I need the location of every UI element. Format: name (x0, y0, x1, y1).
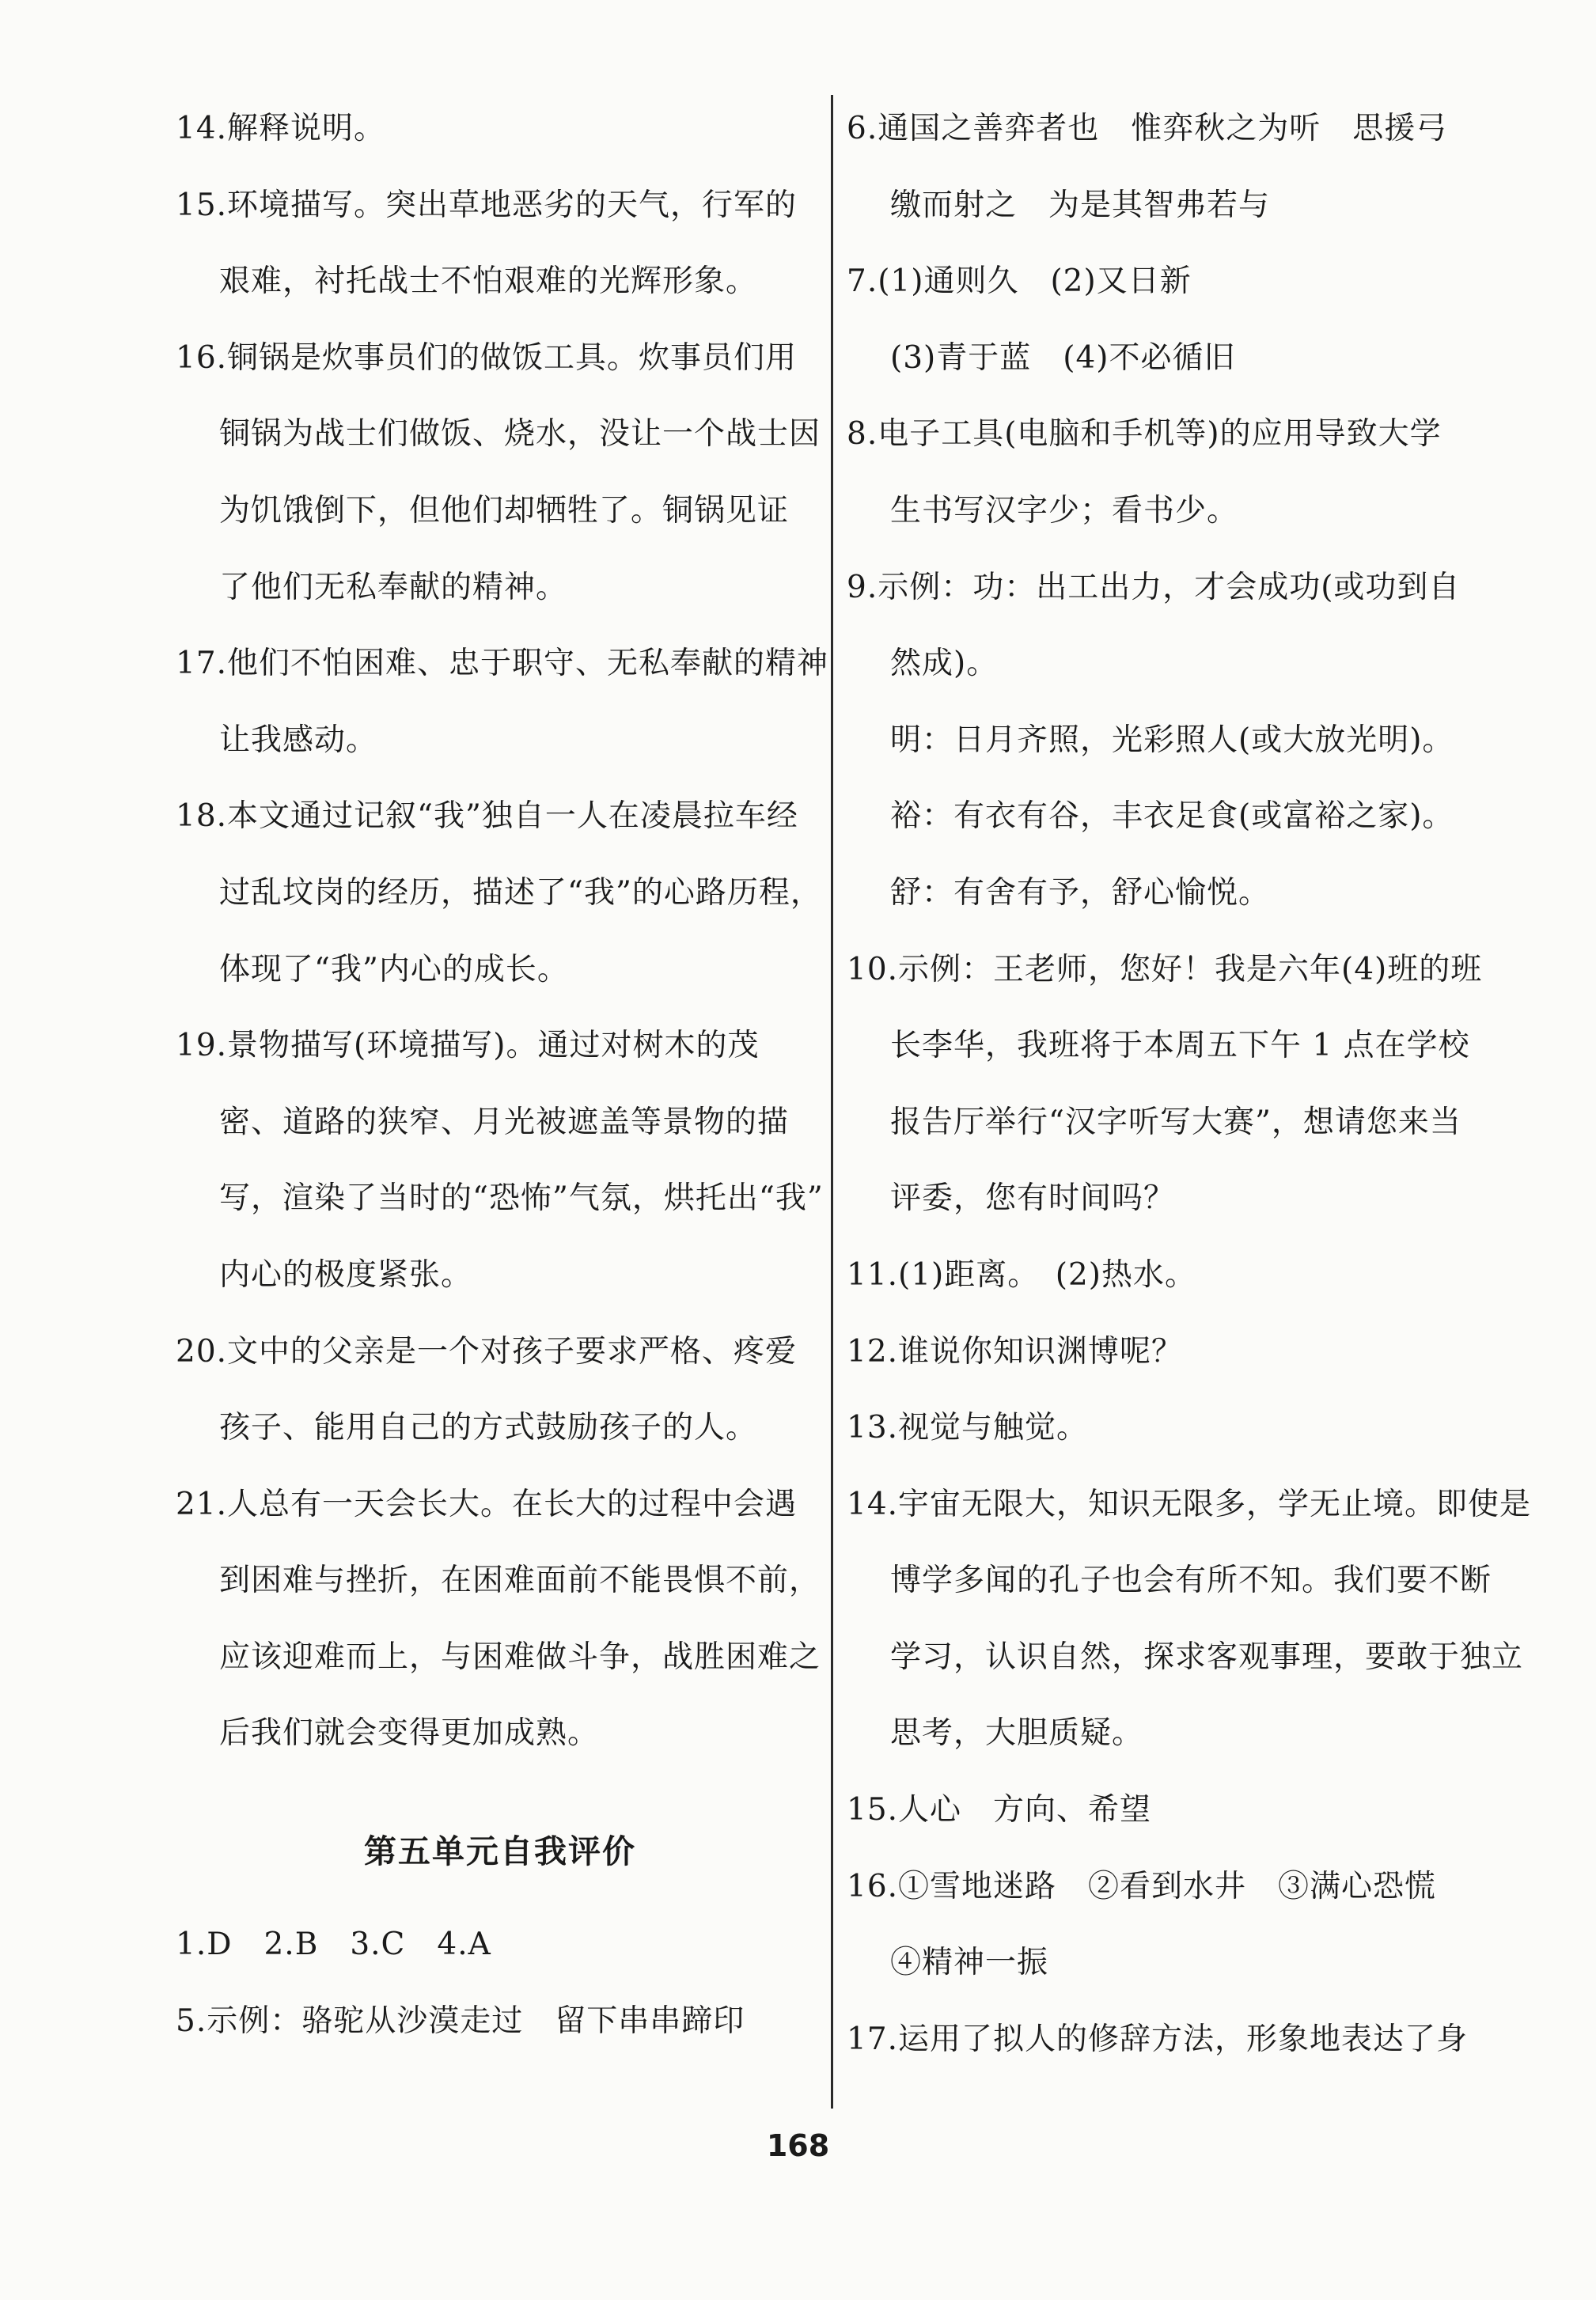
answer-line: 裕：有衣有谷，丰衣足食(或富裕之家)。 (890, 798, 1454, 835)
answer-line: 孩子、能用自己的方式鼓励孩子的人。 (219, 1410, 758, 1446)
answer-line: 评委，您有时间吗？ (890, 1180, 1176, 1217)
answer-line: 16.铜锅是炊事员们的做饭工具。炊事员们用 (176, 339, 798, 376)
answer-line: 为饥饿倒下，但他们却牺牲了。铜锅见证 (219, 492, 790, 529)
answer-line: 13.视觉与触觉。 (847, 1410, 1089, 1446)
answer-line: 14.宇宙无限大，知识无限多，学无止境。即使是 (847, 1486, 1532, 1522)
answer-line: 博学多闻的孔子也会有所不知。我们要不断 (890, 1563, 1492, 1599)
answer-line: 后我们就会变得更加成熟。 (219, 1715, 600, 1752)
answer-line: ④精神一振 (890, 1945, 1049, 1981)
answer-line: 11.(1)距离。 (2)热水。 (847, 1256, 1197, 1293)
answer-line: 17.他们不怕困难、忠于职守、无私奉献的精神 (176, 646, 829, 682)
answer-line: 缴而射之 为是其智弗若与 (890, 187, 1271, 223)
answer-line: 学习，认识自然，探求客观事理，要敢于独立 (890, 1639, 1524, 1675)
answer-line: 20.文中的父亲是一个对孩子要求严格、疼爱 (176, 1333, 798, 1370)
answer-line: 过乱坟岗的经历，描述了“我”的心路历程， (219, 874, 822, 911)
answer-line: 16.①雪地迷路 ②看到水井 ③满心恐慌 (847, 1868, 1437, 1904)
answer-line: 15.环境描写。突出草地恶劣的天气，行军的 (176, 187, 798, 223)
left-answers-top (176, 91, 829, 1772)
answer-line: 密、道路的狭窄、月光被遮盖等景物的描 (219, 1104, 790, 1140)
answer-line: 12.谁说你知识渊博呢？ (847, 1333, 1184, 1370)
answer-line: 应该迎难而上，与困难做斗争，战胜困难之 (219, 1639, 821, 1675)
answer-line: 明：日月齐照，光彩照人(或大放光明)。 (890, 722, 1454, 758)
page-number: 168 (766, 2128, 830, 2163)
section-title: 第五单元自我评价 (364, 1832, 636, 1871)
answer-line: 15.人心 方向、希望 (847, 1792, 1152, 1828)
left-column (176, 91, 829, 2059)
answer-line: 思考，大胆质疑。 (890, 1715, 1144, 1752)
answer-line: 9.示例：功：出工出力，才会成功(或功到自 (847, 569, 1461, 605)
answer-line: 报告厅举行“汉字听写大赛”，想请您来当 (890, 1104, 1461, 1140)
answer-line: 内心的极度紧张。 (219, 1256, 473, 1293)
answer-line: 生书写汉字少；看书少。 (890, 492, 1239, 529)
answer-line: 14.解释说明。 (176, 111, 386, 146)
right-answers (847, 91, 1532, 2078)
answer-line: 19.景物描写(环境描写)。通过对树木的茂 (176, 1028, 760, 1064)
column-divider (831, 95, 833, 2109)
answer-line: 艰难，衬托战士不怕艰难的光辉形象。 (219, 263, 758, 300)
answer-line: 了他们无私奉献的精神。 (219, 569, 568, 605)
answer-line: 然成)。 (890, 646, 999, 682)
answer-line: 18.本文通过记叙“我”独自一人在凌晨拉车经 (176, 798, 798, 835)
left-answers-bottom (176, 1907, 825, 2059)
answer-line: 8.电子工具(电脑和手机等)的应用导致大学 (847, 416, 1442, 453)
answer-line: 长李华，我班将于本周五下午 1 点在学校 (890, 1028, 1470, 1064)
answer-line: 铜锅为战士们做饭、烧水，没让一个战士因 (219, 416, 821, 453)
answer-line: 6.通国之善弈者也 惟弈秋之为听 思援弓 (847, 111, 1448, 146)
answer-line: 10.示例：王老师，您好！我是六年(4)班的班 (847, 951, 1483, 987)
answer-line: 5.示例：骆驼从沙漠走过 留下串串蹄印 (176, 2003, 745, 2039)
answer-line: 写，渲染了当时的“恐怖”气氛，烘托出“我” (219, 1180, 824, 1217)
answer-line: (3)青于蓝 (4)不必循旧 (890, 339, 1236, 376)
answer-line: 17.运用了拟人的修辞方法，形象地表达了身 (847, 2021, 1469, 2057)
answer-line: 到困难与挫折，在困难面前不能畏惧不前， (219, 1563, 821, 1599)
right-column (847, 91, 1532, 2078)
answer-line: 7.(1)通则久 (2)又日新 (847, 263, 1192, 300)
answer-line: 1.D 2.B 3.C 4.A (176, 1927, 491, 1963)
answer-line: 21.人总有一天会长大。在长大的过程中会遇 (176, 1486, 798, 1522)
answer-line: 体现了“我”内心的成长。 (219, 951, 569, 987)
answer-line: 舒：有舍有予，舒心愉悦。 (890, 874, 1271, 911)
answer-line: 让我感动。 (219, 722, 378, 758)
